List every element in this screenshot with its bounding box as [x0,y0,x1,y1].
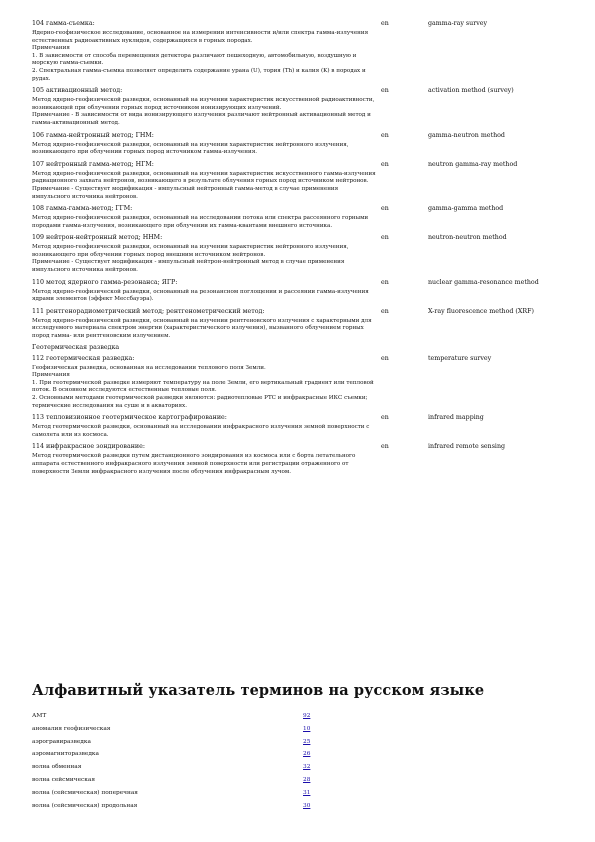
section-heading: Геотермическая разведка [32,343,120,351]
definition-line: Метод ядерно-геофизической разведки, основанный на изучении рентгеновского излучения с характерными для исследуемого материала спектром энергии (характеристического излучения), вызванного облучением горных пород гамма- или рентгеновским излучением. [32,317,372,340]
index-row [32,777,352,790]
index-row [32,726,352,739]
index-row [32,764,352,777]
term-definition [32,289,377,304]
entry-104 [32,18,580,83]
english-term: nuclear gamma-resonance method [428,278,539,286]
index-term: волна (сейсмическая) продольная [32,802,138,809]
entry-111 [32,306,580,341]
entry-110 [32,277,580,304]
lang-code: en [381,131,389,139]
entry-113 [32,412,580,439]
definition-line: 1. При геотермической разведке измеряют температуру на поле Земли, его вертикальный градиент или тепловой поток. В основном исследуются естественные тепловые поля. [32,379,374,394]
index-row [32,751,352,764]
term-title: 108 гамма-гамма-метод; ГГМ: [32,205,133,213]
lang-code: en [381,234,389,242]
definition-line: Ядерно-геофизическое исследование, основанное на измерении интенсивности и/или спектра гамма-излучения естественных радиоактивных нуклидов, содержащихся в горных породах. [32,30,369,44]
term-definition [32,142,377,157]
index-term: волна (сейсмическая) поперечная [32,789,138,796]
index-link[interactable]: 92 [303,713,311,719]
definition-line: Примечание - В зависимости от вида ионизирующего излучения различают нейтронный активационный метод и гамма-активационный метод. [32,112,371,126]
index-link[interactable]: 25 [303,738,311,745]
definition-line: 2. Основными методами геотермической разведки являются: радиотепловые РТС и инфракрасные ИКС съемки; термические исследования на суше и в акваториях. [32,395,368,409]
entry-106 [32,130,580,157]
term-title: 112 геотермическая разведка: [32,354,135,362]
index-link[interactable]: 32 [303,764,311,771]
entry-107 [32,159,580,201]
term-definition [32,171,377,201]
index-row [32,803,352,816]
english-term: gamma-ray survey [428,20,488,27]
english-term: infrared remote sensing [428,443,506,451]
term-definition [32,97,377,127]
index-term: волна обменная [32,764,82,771]
english-term: activation method (survey) [428,87,514,95]
index-link[interactable]: 31 [303,789,311,796]
index-term: аэромагниторазведка [32,751,100,758]
entry-112 [32,353,580,411]
definition-line: Примечания [32,372,70,379]
entry-105 [32,85,580,127]
lang-code: en [381,278,389,286]
lang-code: en [381,205,389,213]
definition-line: Метод ядерно-геофизической разведки, основанный на изучении характеристик нейтронного излучения, возникающего при облучении горных пород внешним источником нейтронов. [32,244,349,258]
definition-line: Примечание - Существует модификация - импульсный нейтрон-нейтронный метод в случае применения импульсного источника нейтронов. [32,259,345,274]
lang-code: en [381,20,389,27]
definition-line: Геофизическая разведка, основанная на исследовании теплового поля Земли. [32,364,266,371]
english-term: temperature survey [428,354,492,362]
definition-line: Метод ядерно-геофизической разведки, основанный на изучении характеристик искусственной радиоактивности, возникающей при облучении горных пород источником ионизирующих излучений. [32,97,375,111]
definition-line: Метод ядерно-геофизической разведки, основанный на исследовании потока или спектра рассеянного горными породами гамма-излучения, возникающего при облучении их гамма-квантами внешнего источника. [32,215,369,229]
term-definition [32,318,377,341]
term-title: 114 инфракрасное зондирование: [32,443,145,451]
term-title: 109 нейтрон-нейтронный метод; ННМ: [32,234,163,242]
term-definition [32,424,377,439]
definition-line: Метод ядерно-геофизической разведки, основанный на изучении характеристик искусственного гамма-излучения радиационного захвата нейтронов, возникающего в результате облучения горных пород источником нейтронов. [32,170,376,185]
entry-109 [32,232,580,274]
term-title: 104 гамма-съемка: [32,20,95,27]
definition-line: 2. Спектральная гамма-съемка позволяет определить содержание урана (U), тория (Th) и калия (K) в породах и рудах. [32,67,366,82]
english-term: gamma-gamma method [428,205,504,213]
english-term: X-ray fluorescence method (XRF) [428,307,534,315]
lang-code: en [381,307,389,315]
term-title: 111 рентгенорадиометрический метод; рентгенометрический метод: [32,307,265,315]
entry-108 [32,203,580,230]
definition-line: Примечания [32,45,70,52]
term-definition [32,244,377,274]
lang-code: en [381,354,389,362]
lang-code: en [381,87,389,95]
index-term: АМТ [32,713,47,719]
lang-code: en [381,443,389,451]
index-term: аэрогравиразведка [32,738,91,745]
definition-line: Метод геотермической разведки, основанный на исследовании инфракрасного излучения земной поверхности с самолета или из космоса. [32,424,370,438]
term-definition [32,453,377,476]
definition-line: 1. В зависимости от способа перемещения детектора различают пешеходную, автомобильную, воздушную и морскую гамма-съемки. [32,52,357,67]
index-term: аномалия геофизическая [32,725,111,732]
term-title: 107 нейтронный гамма-метод; НГМ: [32,160,154,168]
index-row [32,713,352,726]
lang-code: en [381,414,389,422]
term-title: 105 активационный метод: [32,87,123,95]
index-link[interactable]: 10 [303,725,311,732]
definition-line: Примечание - Существует модификация - импульсный нейтронный гамма-метод в случае применения импульсного источника нейтронов. [32,185,339,200]
definition-line: Метод ядерно-геофизической разведки, основанный на изучении характеристик нейтронного излучения, возникающего при облучении горных пород источником гамма-излучения. [32,141,349,156]
term-title: 110 метод ядерного гамма-резонанса; ЯГР: [32,278,178,286]
english-term: neutron-neutron method [428,234,507,242]
english-term: gamma-neutron method [428,131,505,139]
english-term: infrared mapping [428,414,484,422]
index-row [32,790,352,803]
english-term: neutron gamma-ray method [428,160,518,168]
definition-line: Метод ядерно-геофизической разведки, основанный на резонансном поглощении и рассеянии гамма-излучения ядрами элементов (эффект Мессбауэра). [32,288,369,303]
term-definition [32,215,377,230]
term-definition [32,30,377,83]
lang-code: en [381,160,389,168]
index-term: волна сейсмическая [32,776,96,783]
definition-line: Метод геотермической разведки путем дистанционного зондирования из космоса или с борта летательного аппарата естественного инфракрасного излучения земной поверхности или регистрации отраженного от поверхности Земли инфракрасного излучения после облучения инфракрасным лучом. [32,453,356,475]
index-link[interactable]: 30 [303,802,311,809]
index-row [32,739,352,752]
document-body [32,18,580,478]
term-definition [32,365,377,411]
alphabetical-index [32,713,352,815]
term-title: 113 тепловизионное геотермическое картографирование: [32,414,227,422]
index-link[interactable]: 26 [303,751,311,758]
term-title: 106 гамма-нейтронный метод; ГНМ: [32,131,154,139]
index-link[interactable]: 28 [303,776,311,783]
entry-114 [32,441,580,476]
index-heading: Алфавитный указатель терминов на русском языке [32,682,485,699]
